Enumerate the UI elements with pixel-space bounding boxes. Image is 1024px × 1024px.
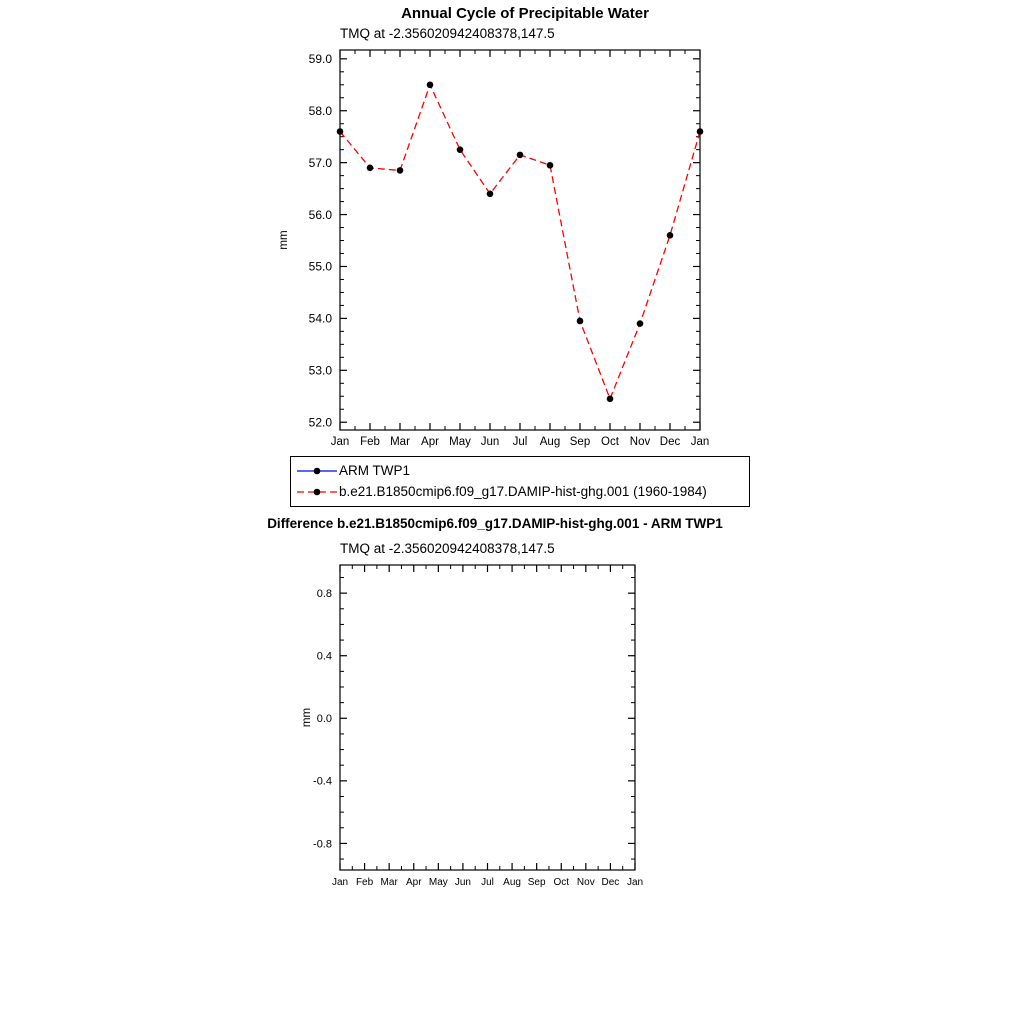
- y-tick-label: 59.0: [308, 52, 332, 67]
- series-marker: [697, 128, 704, 135]
- x-tick-label: Mar: [390, 436, 410, 448]
- legend-item-arm-twp1: [295, 460, 745, 481]
- x-tick-label: Aug: [503, 877, 521, 888]
- x-tick-label: Oct: [553, 877, 570, 888]
- series-marker: [577, 318, 584, 325]
- y-tick-label: 0.4: [316, 650, 332, 663]
- legend-line-dashed-icon: [295, 485, 339, 499]
- chart-subtitle-top: TMQ at -2.356020942408378,147.5: [340, 26, 555, 41]
- x-tick-label: Dec: [659, 436, 681, 448]
- x-tick-label: May: [449, 436, 471, 448]
- x-tick-label: Aug: [539, 436, 561, 448]
- plot-frame: [340, 565, 635, 870]
- x-tick-label: Jun: [480, 436, 500, 448]
- x-tick-label: Jan: [690, 436, 710, 448]
- x-tick-label: Apr: [421, 436, 439, 448]
- x-tick-label: Dec: [601, 877, 620, 888]
- y-tick-label: 57.0: [308, 155, 332, 170]
- series-marker: [337, 128, 344, 135]
- chart-title-bottom: Difference b.e21.B1850cmip6.f09_g17.DAMIP-hist-ghg.001 - ARM TWP1: [267, 516, 723, 531]
- x-tick-label: Oct: [601, 436, 619, 448]
- y-tick-label: 0.0: [316, 713, 332, 726]
- legend-swatch-marker: [314, 488, 321, 495]
- y-tick-label: 56.0: [308, 207, 332, 222]
- x-tick-label: Feb: [355, 877, 374, 888]
- chart-title-top: Annual Cycle of Precipitable Water: [401, 5, 649, 22]
- x-tick-label: Sep: [527, 877, 546, 888]
- y-tick-label: 58.0: [308, 103, 332, 118]
- legend: [290, 456, 750, 507]
- x-tick-label: Sep: [569, 436, 591, 448]
- series-marker: [457, 146, 464, 153]
- y-tick-label: -0.8: [313, 838, 332, 851]
- x-tick-label: Jan: [331, 877, 349, 888]
- y-tick-label: 52.0: [308, 415, 332, 430]
- series-marker: [637, 320, 644, 327]
- chart-1: [301, 565, 643, 888]
- series-marker: [547, 162, 554, 169]
- series-line: [340, 85, 700, 399]
- y-tick-label: -0.4: [313, 775, 332, 788]
- y-tick-label: 54.0: [308, 311, 332, 326]
- x-tick-label: Nov: [576, 877, 595, 888]
- x-tick-label: Jan: [330, 436, 350, 448]
- y-axis-label: mm: [278, 230, 290, 250]
- x-tick-label: Jul: [512, 436, 528, 448]
- series-marker: [517, 152, 524, 159]
- legend-item-model: [295, 481, 745, 502]
- y-tick-label: 53.0: [308, 363, 332, 378]
- x-tick-label: May: [428, 877, 448, 888]
- plot-frame: [340, 50, 700, 430]
- series-marker: [367, 165, 374, 172]
- series-marker: [667, 232, 674, 239]
- series-marker: [427, 81, 434, 88]
- legend-line-solid-icon: [295, 464, 339, 478]
- x-tick-label: Apr: [405, 877, 422, 888]
- x-tick-label: Jan: [626, 877, 644, 888]
- x-tick-label: Jul: [481, 877, 494, 888]
- x-tick-label: Nov: [629, 436, 651, 448]
- x-tick-label: Feb: [360, 436, 380, 448]
- chart-subtitle-bottom: TMQ at -2.356020942408378,147.5: [340, 541, 555, 556]
- series-marker: [487, 190, 494, 197]
- y-tick-label: 55.0: [308, 259, 332, 274]
- legend-label: b.e21.B1850cmip6.f09_g17.DAMIP-hist-ghg.001 (1960-1984): [339, 484, 707, 499]
- series-marker: [397, 167, 404, 174]
- y-tick-label: 0.8: [316, 588, 332, 601]
- series-marker: [607, 396, 614, 403]
- legend-label: ARM TWP1: [339, 463, 411, 478]
- y-axis-label: mm: [301, 707, 313, 728]
- legend-swatch-marker: [314, 467, 321, 474]
- x-tick-label: Mar: [380, 877, 398, 888]
- x-tick-label: Jun: [454, 877, 471, 888]
- chart-0: [278, 50, 709, 448]
